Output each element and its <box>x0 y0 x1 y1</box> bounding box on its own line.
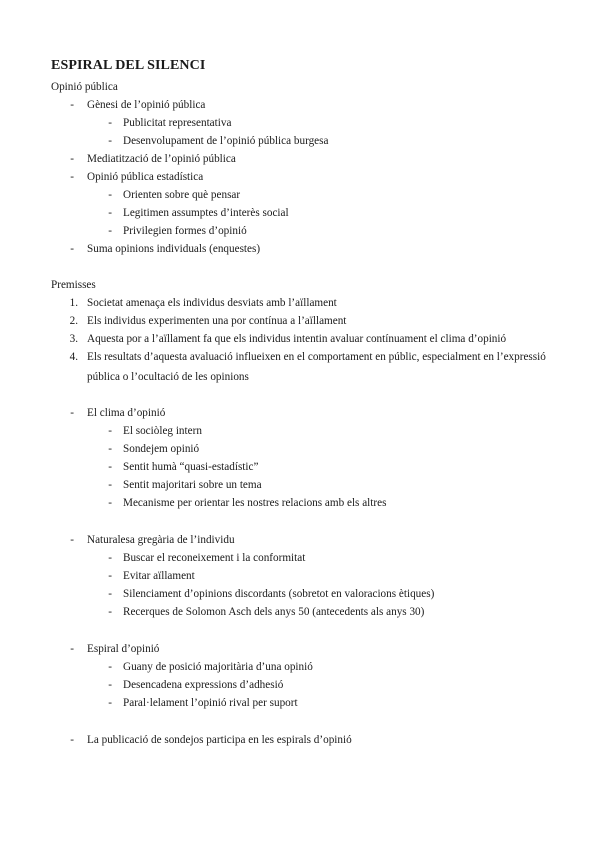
bullet-dash: - <box>70 153 74 165</box>
list-number: 1. <box>69 297 78 309</box>
list-item: Suma opinions individuals (enquestes) <box>87 243 261 255</box>
bullet-dash: - <box>108 479 112 491</box>
list-subitem: Buscar el reconeixement i la conformitat <box>123 552 306 564</box>
list-subitem: Paral·lelament l’opinió rival per suport <box>123 697 298 709</box>
bullet-dash: - <box>70 643 74 655</box>
bullet-dash: - <box>108 461 112 473</box>
list-item: Mediatització de l’opinió pública <box>87 153 236 165</box>
list-number: 3. <box>69 333 78 345</box>
list-subitem: Desencadena expressions d’adhesió <box>123 679 284 691</box>
list-subitem: Publicitat representativa <box>123 117 232 129</box>
bullet-dash: - <box>108 443 112 455</box>
numbered-item: Els individus experimenten una por contínua a l’aïllament <box>87 315 347 327</box>
list-subitem: Privilegien formes d’opinió <box>123 225 247 237</box>
bullet-dash: - <box>70 534 74 546</box>
document-title: ESPIRAL DEL SILENCI <box>51 58 206 73</box>
bullet-dash: - <box>108 588 112 600</box>
list-subitem: Sentit majoritari sobre un tema <box>123 479 262 491</box>
list-subitem: Silenciament d’opinions discordants (sobretot en valoracions ètiques) <box>123 588 435 600</box>
list-subitem: El sociòleg intern <box>123 425 202 437</box>
list-item: Opinió pública estadística <box>87 171 204 183</box>
bullet-dash: - <box>108 425 112 437</box>
bullet-dash: - <box>108 606 112 618</box>
list-subitem: Recerques de Solomon Asch dels anys 50 (antecedents als anys 30) <box>123 606 425 618</box>
list-subitem: Sentit humà “quasi-estadístic” <box>123 461 259 473</box>
bullet-dash: - <box>108 189 112 201</box>
numbered-item-continuation: pública o l’ocultació de les opinions <box>87 371 249 383</box>
bullet-dash: - <box>108 117 112 129</box>
list-item: La publicació de sondejos participa en les espirals d’opinió <box>87 734 352 746</box>
bullet-dash: - <box>108 207 112 219</box>
list-subitem: Orienten sobre què pensar <box>123 189 241 201</box>
section-heading-premisses: Premisses <box>51 279 96 291</box>
list-number: 2. <box>69 315 78 327</box>
bullet-dash: - <box>108 697 112 709</box>
bullet-dash: - <box>108 570 112 582</box>
list-subitem: Evitar aïllament <box>123 570 195 582</box>
list-item: Espiral d’opinió <box>87 643 160 655</box>
numbered-item: Societat amenaça els individus desviats amb l’aïllament <box>87 297 337 309</box>
list-subitem: Mecanisme per orientar les nostres relacions amb els altres <box>123 497 387 509</box>
section-heading-opinio: Opinió pública <box>51 81 118 93</box>
bullet-dash: - <box>108 552 112 564</box>
numbered-item: Els resultats d’aquesta avaluació influeixen en el comportament en públic, especialment en l’expressió <box>87 351 546 363</box>
bullet-dash: - <box>108 497 112 509</box>
list-subitem: Desenvolupament de l’opinió pública burgesa <box>123 135 329 147</box>
bullet-dash: - <box>70 99 74 111</box>
bullet-dash: - <box>70 734 74 746</box>
bullet-dash: - <box>108 135 112 147</box>
list-item: Gènesi de l’opinió pública <box>87 99 206 111</box>
bullet-dash: - <box>108 661 112 673</box>
list-item: Naturalesa gregària de l’individu <box>87 534 235 546</box>
list-subitem: Legitimen assumptes d’interès social <box>123 207 289 219</box>
bullet-dash: - <box>108 225 112 237</box>
bullet-dash: - <box>70 243 74 255</box>
list-number: 4. <box>69 351 78 363</box>
list-subitem: Sondejem opinió <box>123 443 200 455</box>
list-subitem: Guany de posició majoritària d’una opinió <box>123 661 313 673</box>
bullet-dash: - <box>108 679 112 691</box>
bullet-dash: - <box>70 171 74 183</box>
list-item: El clima d’opinió <box>87 407 166 419</box>
bullet-dash: - <box>70 407 74 419</box>
numbered-item: Aquesta por a l’aïllament fa que els individus intentin avaluar contínuament el clima d’opinió <box>87 333 507 345</box>
